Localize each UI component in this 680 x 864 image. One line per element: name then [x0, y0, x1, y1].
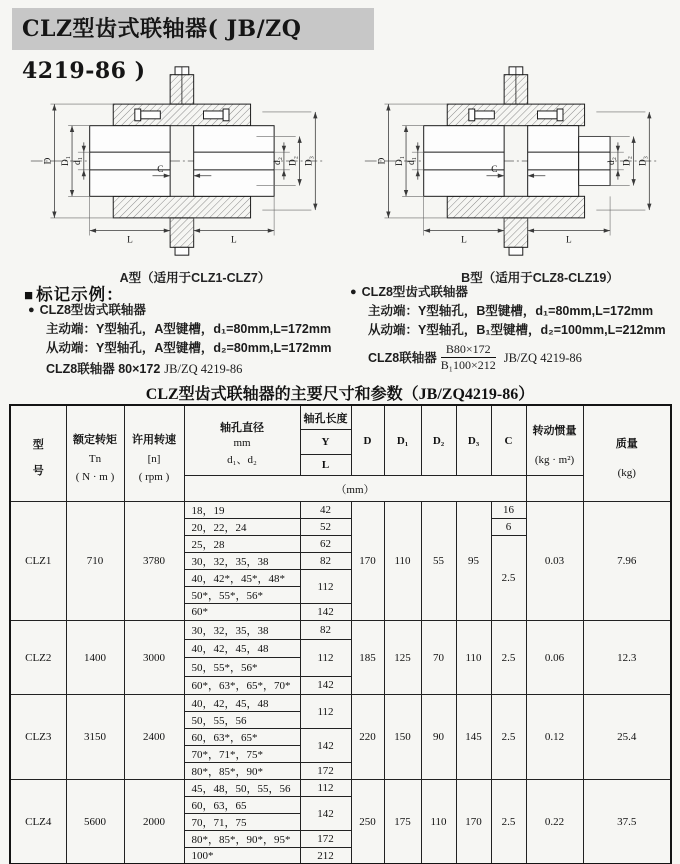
dim-D2-cell: 55 — [421, 502, 456, 621]
example-b-title: CLZ8型齿式联轴器 — [361, 285, 468, 299]
mass-header-label: 质量 — [615, 437, 638, 450]
dim-D-cell: 170 — [351, 502, 384, 621]
bore-length-cell: 112 — [300, 639, 351, 676]
fraction-numerator: B80×172 — [441, 343, 496, 358]
svg-text:D₃: D₃ — [638, 156, 649, 166]
bore-diameters-cell: 70，71，75 — [184, 814, 300, 831]
dim-C-cell: 2.5 — [491, 621, 526, 695]
torque-header-label: 额定转矩 — [73, 434, 117, 446]
bore-diameters-cell: 50，55*，56* — [184, 658, 300, 677]
svg-text:D₁: D₁ — [61, 156, 72, 166]
dim-D3-cell: 95 — [456, 502, 491, 621]
inertia-cell: 0.03 — [526, 502, 583, 621]
svg-text:D: D — [377, 157, 388, 165]
bore-diameters-cell: 80*，85*，90* — [184, 763, 300, 780]
example-b-designation: CLZ8联轴器 — [368, 350, 437, 365]
col-D1-header: D₁ — [384, 405, 421, 476]
bore-length-cell: 142 — [300, 797, 351, 831]
torque-cell: 3150 — [66, 695, 124, 780]
bore-diameters-cell: 70*，71*，75* — [184, 746, 300, 763]
bore-diameters-cell: 50，55，56 — [184, 712, 300, 729]
mass-cell: 37.5 — [583, 780, 671, 864]
bore-diameters-cell: 40，42，45，48 — [184, 695, 300, 712]
bore-length-cell: 42 — [300, 502, 351, 519]
col-C-header: C — [491, 405, 526, 476]
dim-C-cell: 2.5 — [491, 695, 526, 780]
svg-text:C: C — [491, 164, 498, 175]
speed-header-unit: ( rpm ) — [138, 471, 170, 483]
torque-cell: 5600 — [66, 780, 124, 864]
example-a-standard: JB/ZQ 4219-86 — [164, 362, 243, 376]
example-b-driver-line: 主动端：Y型轴孔，B型键槽，d₁=80mm,L=172mm — [368, 304, 654, 318]
dim-D2-cell: 110 — [421, 780, 456, 864]
svg-text:D₁: D₁ — [395, 156, 406, 166]
svg-text:d₁: d₁ — [72, 157, 83, 165]
col-D-header: D — [351, 405, 384, 476]
col-speed-header — [124, 405, 184, 502]
bore-diameters-cell: 60，63*，65* — [184, 729, 300, 746]
svg-text:D₃: D₃ — [304, 156, 315, 166]
torque-header-unit: ( N · m ) — [75, 471, 115, 483]
svg-text:d₁: d₁ — [406, 157, 417, 165]
dim-D3-cell: 170 — [456, 780, 491, 864]
bore-diameters-cell: 60*，63*，65*，70* — [184, 676, 300, 695]
dim-D2-cell: 90 — [421, 695, 456, 780]
speed-header-label: 许用转速 — [132, 434, 176, 446]
svg-text:D₂: D₂ — [288, 156, 299, 166]
circle-bullet-icon: ● — [28, 304, 35, 316]
mass-cell: 12.3 — [583, 621, 671, 695]
bore-diameters-cell: 80*，85*，90*，95* — [184, 831, 300, 848]
bore-length-cell: 142 — [300, 729, 351, 763]
col-torque-header — [66, 405, 124, 502]
model-cell: CLZ2 — [10, 621, 66, 695]
col-mass-header — [583, 405, 671, 502]
spec-row — [10, 780, 671, 797]
example-b-driven-line: 从动端：Y型轴孔，B₁型键槽，d₂=100mm,L=212mm — [368, 323, 666, 337]
bore-header-symbols: d₁、d₂ — [227, 454, 257, 466]
svg-text:C: C — [157, 164, 164, 175]
spec-table-body — [10, 502, 671, 864]
page-title: CLZ型齿式联轴器( JB/ZQ 4219-86 ) — [12, 8, 374, 50]
example-a-title-row — [28, 300, 348, 318]
svg-text:d₂: d₂ — [273, 157, 283, 165]
dim-D-cell: 250 — [351, 780, 384, 864]
model-header-line1: 型 — [32, 438, 44, 451]
inertia-cell: 0.22 — [526, 780, 583, 864]
designation-fraction — [441, 343, 496, 372]
spec-table-title: CLZ型齿式联轴器的主要尺寸和参数（JB/ZQ4219-86） — [145, 386, 535, 403]
dim-C-cell: 16 — [491, 502, 526, 519]
svg-text:L: L — [461, 235, 467, 246]
col-bore-diameter-header — [184, 405, 300, 476]
example-a-designation: CLZ8联轴器 80×172 — [46, 362, 161, 376]
inertia-header-unit: (kg · m²) — [534, 453, 575, 466]
model-cell: CLZ3 — [10, 695, 66, 780]
example-a-driven-line: 从动端：Y型轴孔，A型键槽，d₂=80mm,L=172mm — [46, 341, 332, 355]
mass-cell: 7.96 — [583, 502, 671, 621]
example-b-title-row — [350, 282, 680, 300]
bore-diameters-cell: 40，42，45，48 — [184, 639, 300, 658]
header-row-1 — [10, 405, 671, 430]
bore-length-cell: 112 — [300, 570, 351, 604]
bore-length-cell: 52 — [300, 519, 351, 536]
speed-cell: 2400 — [124, 695, 184, 780]
dim-C-cell: 2.5 — [491, 536, 526, 621]
inertia-header-label: 转动惯量 — [532, 424, 577, 437]
marking-example-b — [350, 282, 680, 372]
model-cell: CLZ4 — [10, 780, 66, 864]
unit-mm-header: （mm） — [184, 476, 526, 502]
bore-diameters-cell: 45，48，50，55，56 — [184, 780, 300, 797]
dim-D1-cell: 125 — [384, 621, 421, 695]
torque-cell: 710 — [66, 502, 124, 621]
bore-diameters-cell: 20，22，24 — [184, 519, 300, 536]
spec-row — [10, 621, 671, 640]
bore-length-L-header: L — [300, 455, 351, 476]
speed-header-symbol: [n] — [147, 453, 161, 465]
square-bullet-icon: ■ — [24, 287, 35, 304]
example-b-standard: JB/ZQ 4219-86 — [503, 350, 582, 365]
spec-table — [9, 404, 672, 864]
col-D2-header: D₂ — [421, 405, 456, 476]
marking-heading-text: 标记示例： — [36, 286, 124, 304]
bore-diameters-cell: 30，32，35，38 — [184, 621, 300, 640]
example-a-driver-line: 主动端：Y型轴孔，A型键槽，d₁=80mm,L=172mm — [46, 322, 332, 336]
mass-cell: 25.4 — [583, 695, 671, 780]
bore-diameters-cell: 25，28 — [184, 536, 300, 553]
svg-text:D₂: D₂ — [622, 156, 633, 166]
svg-text:D: D — [43, 157, 54, 165]
col-model-header — [10, 405, 66, 502]
coupling-drawing-a — [14, 58, 340, 264]
bore-length-cell: 82 — [300, 621, 351, 640]
mass-header-unit: (kg) — [617, 466, 636, 479]
torque-cell: 1400 — [66, 621, 124, 695]
bore-length-cell: 112 — [300, 695, 351, 729]
speed-cell: 2000 — [124, 780, 184, 864]
col-D3-header: D₃ — [456, 405, 491, 476]
bore-length-cell: 142 — [300, 676, 351, 695]
fraction-denominator: B₁100×212 — [440, 358, 496, 372]
bore-length-cell: 62 — [300, 536, 351, 553]
bore-length-cell: 212 — [300, 848, 351, 864]
dim-C-cell: 2.5 — [491, 780, 526, 864]
unit-spacer-cell — [526, 476, 583, 502]
model-header-line2: 号 — [32, 464, 44, 477]
dim-D-cell: 220 — [351, 695, 384, 780]
bore-diameters-cell: 60* — [184, 604, 300, 621]
svg-text:d₂: d₂ — [607, 157, 617, 165]
bore-length-Y-header: Y — [300, 430, 351, 455]
torque-header-symbol: Tn — [88, 453, 102, 465]
example-a-title: CLZ8型齿式联轴器 — [39, 303, 146, 317]
bore-diameters-cell: 60，63，65 — [184, 797, 300, 814]
bore-length-cell: 172 — [300, 763, 351, 780]
spec-row — [10, 502, 671, 519]
bore-header-unit: mm — [233, 437, 251, 449]
dim-C-cell: 6 — [491, 519, 526, 536]
dim-D3-cell: 110 — [456, 621, 491, 695]
speed-cell: 3000 — [124, 621, 184, 695]
bore-length-cell: 112 — [300, 780, 351, 797]
bore-length-cell: 172 — [300, 831, 351, 848]
bore-length-cell: 82 — [300, 553, 351, 570]
bore-header-label: 轴孔直径 — [220, 422, 264, 434]
example-b-designation-row — [368, 343, 680, 372]
drawing-a-caption: A型（适用于CLZ1-CLZ7） — [119, 271, 271, 285]
svg-text:L: L — [231, 235, 237, 246]
inertia-cell: 0.12 — [526, 695, 583, 780]
bore-diameters-cell: 100* — [184, 848, 300, 864]
svg-text:L: L — [127, 235, 133, 246]
dim-D1-cell: 175 — [384, 780, 421, 864]
model-cell: CLZ1 — [10, 502, 66, 621]
bore-diameters-cell: 40，42*，45*，48* — [184, 570, 300, 587]
example-a-designation-row — [46, 361, 348, 377]
dim-D1-cell: 110 — [384, 502, 421, 621]
bore-diameters-cell: 30，32，35，38 — [184, 553, 300, 570]
svg-text:L: L — [566, 235, 572, 246]
drawing-b-caption: B型（适用于CLZ8-CLZ19） — [461, 271, 619, 285]
dim-D3-cell: 145 — [456, 695, 491, 780]
bore-length-cell: 142 — [300, 604, 351, 621]
spec-table-head — [10, 405, 671, 502]
speed-cell: 3780 — [124, 502, 184, 621]
dim-D1-cell: 150 — [384, 695, 421, 780]
bore-diameters-cell: 18，19 — [184, 502, 300, 519]
inertia-cell: 0.06 — [526, 621, 583, 695]
dim-D2-cell: 70 — [421, 621, 456, 695]
coupling-drawing-b — [348, 58, 674, 264]
circle-bullet-icon: ● — [350, 286, 357, 298]
col-bore-length-header: 轴孔长度 — [300, 405, 351, 430]
spec-row — [10, 695, 671, 712]
bore-diameters-cell: 50*，55*，56* — [184, 587, 300, 604]
col-inertia-header — [526, 405, 583, 476]
marking-example-a — [28, 300, 348, 377]
dim-D-cell: 185 — [351, 621, 384, 695]
